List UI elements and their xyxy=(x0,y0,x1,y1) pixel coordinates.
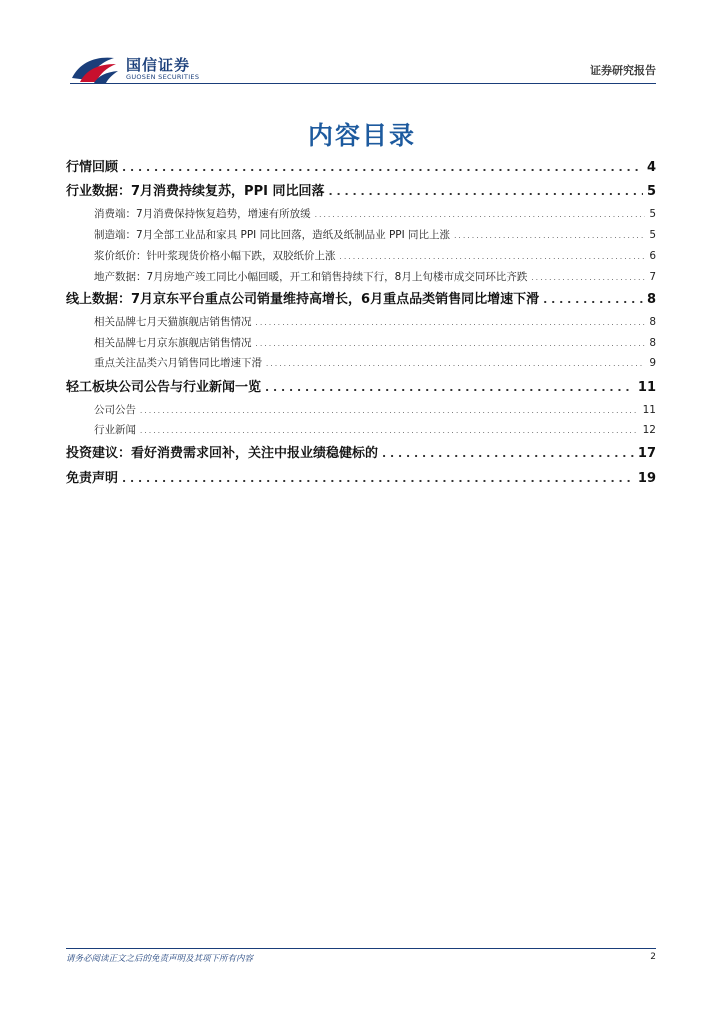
toc-entry-text: 相关品牌七月京东旗舰店销售情况 xyxy=(94,337,252,349)
toc-leader-dots xyxy=(382,447,634,460)
toc-entry-page: 17 xyxy=(637,446,656,461)
header-divider xyxy=(70,83,656,84)
toc-entry-page: 4 xyxy=(646,160,656,175)
toc-leader-dots xyxy=(122,161,643,174)
toc-entry-text: 相关品牌七月天猫旗舰店销售情况 xyxy=(94,316,252,328)
toc-leader-dots xyxy=(266,360,645,368)
toc-entry-page: 11 xyxy=(637,380,656,395)
toc-entry-text: 免责声明 xyxy=(66,471,119,486)
toc-entry[interactable] xyxy=(66,156,656,175)
toc-leader-dots xyxy=(328,185,642,198)
toc-subentry[interactable] xyxy=(94,335,656,350)
page-header xyxy=(70,52,656,86)
toc-entry-text: 浆价纸价：针叶浆现货价格小幅下跌，双胶纸价上涨 xyxy=(94,250,336,262)
toc-entry-page: 11 xyxy=(642,404,656,416)
disclaimer-note: 请务必阅读正文之后的免责声明及其项下所有内容 xyxy=(66,954,254,964)
toc-leader-dots xyxy=(265,381,634,394)
toc-entry-page: 19 xyxy=(637,471,656,486)
toc-entry-text: 地产数据：7月房地产竣工同比小幅回暖，开工和销售持续下行，8月上旬楼市成交同环比齐跌 xyxy=(94,271,528,283)
toc-entry-page: 7 xyxy=(649,271,656,283)
toc-entry-page: 8 xyxy=(649,316,656,328)
toc-leader-dots xyxy=(543,293,643,306)
toc-entry-page: 9 xyxy=(649,357,656,369)
report-type-label: 证券研究报告 xyxy=(590,64,656,77)
page-number: 2 xyxy=(650,952,656,962)
guosen-logo-icon xyxy=(70,52,122,86)
toc-entry[interactable] xyxy=(66,467,656,486)
toc-entry-page: 8 xyxy=(646,292,656,307)
toc-title: 内容目录 xyxy=(307,121,416,150)
toc-entry-page: 6 xyxy=(649,250,656,262)
brand-name-en: GUOSEN SECURITIES xyxy=(126,73,200,81)
toc-subentry[interactable] xyxy=(94,269,656,284)
toc-entry[interactable] xyxy=(66,288,656,307)
toc-entry-text: 公司公告 xyxy=(94,404,136,416)
toc-subentry[interactable] xyxy=(94,314,656,329)
toc-entry-text: 线上数据：7月京东平台重点公司销量维持高增长，6月重点品类销售同比增速下滑 xyxy=(66,292,540,307)
toc-leader-dots xyxy=(140,427,639,435)
toc-entry-text: 行情回顾 xyxy=(66,160,119,175)
toc-subentry[interactable] xyxy=(94,355,656,370)
toc-subentry[interactable] xyxy=(94,422,656,437)
toc-leader-dots xyxy=(256,340,646,348)
toc-leader-dots xyxy=(122,472,634,485)
toc-entry-text: 轻工板块公司公告与行业新闻一览 xyxy=(66,380,262,395)
toc-leader-dots xyxy=(256,319,646,327)
toc-entry-page: 5 xyxy=(646,184,656,199)
toc-entry-page: 5 xyxy=(649,208,656,220)
toc-entry-text: 消费端：7月消费保持恢复趋势，增速有所放缓 xyxy=(94,208,311,220)
toc-subentry[interactable] xyxy=(94,206,656,221)
toc-subentry[interactable] xyxy=(94,248,656,263)
toc-subentry[interactable] xyxy=(94,227,656,242)
toc-entry-page: 8 xyxy=(649,337,656,349)
toc-entry-text: 制造端：7月全部工业品和家具 PPI 同比回落，造纸及纸制品业 PPI 同比上涨 xyxy=(94,229,451,241)
toc-entry-text: 行业数据：7月消费持续复苏，PPI 同比回落 xyxy=(66,184,325,199)
footer-divider xyxy=(66,948,656,949)
toc-entry-text: 行业新闻 xyxy=(94,424,136,436)
toc-entry-page: 12 xyxy=(642,424,656,436)
toc-entry[interactable] xyxy=(66,180,656,199)
toc-entry[interactable] xyxy=(66,442,656,461)
toc-entry-text: 投资建议：看好消费需求回补，关注中报业绩稳健标的 xyxy=(66,446,379,461)
toc-subentry[interactable] xyxy=(94,402,656,417)
toc-entry-text: 重点关注品类六月销售同比增速下滑 xyxy=(94,357,262,369)
guosen-logo xyxy=(70,52,210,86)
toc-leader-dots xyxy=(315,211,646,219)
toc-leader-dots xyxy=(140,407,639,415)
brand-name-cn: 国信证券 xyxy=(126,56,191,74)
toc-leader-dots xyxy=(531,274,645,282)
toc-entry[interactable] xyxy=(66,376,656,395)
toc-leader-dots xyxy=(454,232,645,240)
toc-leader-dots xyxy=(340,253,646,261)
toc-entry-page: 5 xyxy=(649,229,656,241)
